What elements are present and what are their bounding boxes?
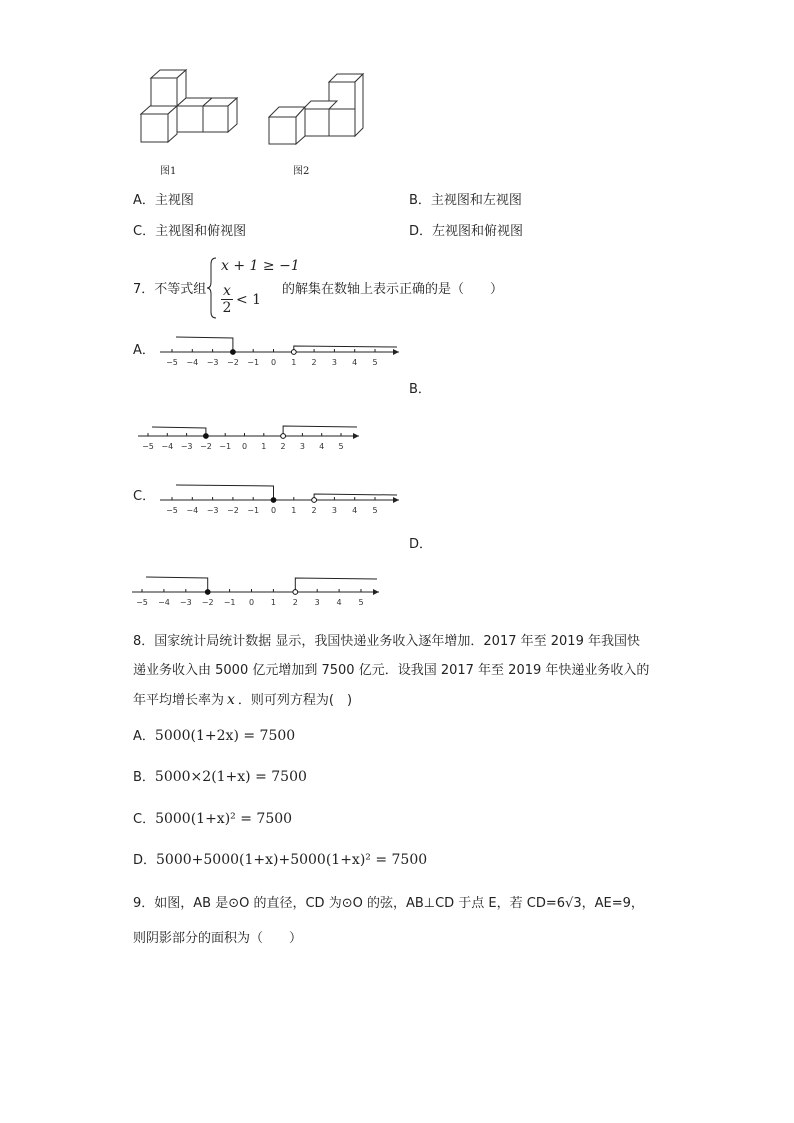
tick-label: 5 xyxy=(338,442,344,451)
closed-endpoint xyxy=(231,350,236,355)
fraction-numerator: x xyxy=(223,283,231,299)
q6-option-b[interactable] xyxy=(409,193,522,209)
open-endpoint xyxy=(291,350,296,355)
axis-arrow xyxy=(373,589,379,595)
q7-inequality-2-rest: < 1 xyxy=(236,292,262,308)
tick-label: −4 xyxy=(158,598,170,607)
inequality-1-text: x + 1 ≥ −1 xyxy=(221,258,300,274)
tick-label: 1 xyxy=(261,442,267,451)
q8-option-b[interactable] xyxy=(133,769,307,786)
q6-option-c[interactable] xyxy=(133,224,246,240)
tick-label: 1 xyxy=(291,506,297,515)
option-letter: B． xyxy=(409,193,431,208)
q9-stem-line-2: 则阴影部分的面积为（ ） xyxy=(133,931,303,946)
option-expression: 5000(1+x)² = 7500 xyxy=(155,811,293,827)
option-expression: 5000(1+2x) = 7500 xyxy=(154,728,296,744)
tick-label: −3 xyxy=(206,358,219,367)
option-letter: A． xyxy=(133,193,155,208)
option-text: 左视图和俯视图 xyxy=(432,224,524,239)
stem-variable: x xyxy=(227,692,235,708)
option-expression: 5000×2(1+x) = 7500 xyxy=(154,769,307,785)
q8-stem-line-1: 8．国家统计局统计数据 显示，我国快递业务收入逐年增加．2017 年至 2019 年我国快 xyxy=(133,634,640,649)
left-solution-ray xyxy=(146,577,208,592)
option-expression: 5000+5000(1+x)+5000(1+x)² = 7500 xyxy=(156,852,428,868)
q7-number-line-a xyxy=(160,328,395,368)
tick-label: −2 xyxy=(200,442,212,451)
tick-label: −1 xyxy=(219,442,232,451)
left-solution-ray xyxy=(152,427,206,436)
q7-number-line-c xyxy=(160,476,395,516)
option-text: 主视图 xyxy=(154,193,194,208)
axis-arrow xyxy=(353,433,359,439)
open-endpoint xyxy=(281,434,286,439)
right-solution-ray xyxy=(283,426,357,436)
closed-endpoint xyxy=(271,498,276,503)
q7-option-c-label[interactable]: C． xyxy=(133,489,156,504)
tick-label: −2 xyxy=(227,358,239,367)
option-text: 主视图和俯视图 xyxy=(155,224,247,239)
q7-inequality-2-fraction xyxy=(221,283,233,316)
tick-label: −1 xyxy=(247,358,260,367)
closed-endpoint xyxy=(204,434,209,439)
q6-option-a[interactable] xyxy=(133,193,194,209)
tick-label: −3 xyxy=(206,506,219,515)
tick-label: 1 xyxy=(270,598,276,607)
tick-label: 2 xyxy=(280,442,286,451)
tick-label: 4 xyxy=(352,506,358,515)
fig2-col-side xyxy=(355,74,363,136)
tick-label: 5 xyxy=(372,358,378,367)
tick-label: −3 xyxy=(180,442,193,451)
tick-label: 2 xyxy=(311,506,317,515)
tick-label: 4 xyxy=(319,442,325,451)
tick-label: −5 xyxy=(142,442,154,451)
figure-1-cubes xyxy=(135,66,245,146)
tick-label: −4 xyxy=(186,506,199,515)
tick-label: 3 xyxy=(299,442,305,451)
right-solution-ray xyxy=(314,494,397,500)
tick-label: 4 xyxy=(336,598,342,607)
tick-label: 3 xyxy=(331,506,337,515)
tick-label: 5 xyxy=(372,506,378,515)
tick-label: −5 xyxy=(166,358,178,367)
option-letter: C． xyxy=(133,812,156,827)
tick-label: 0 xyxy=(270,506,277,515)
q7-option-b-label[interactable]: B． xyxy=(409,382,431,397)
q9-stem-line-1: 9．如图，AB 是⊙O 的直径，CD 为⊙O 的弦，AB⊥CD 于点 E，若 CD=6√3，AE=9， xyxy=(133,896,644,911)
option-letter: D． xyxy=(133,853,157,868)
right-solution-ray xyxy=(294,346,397,352)
tick-label: 0 xyxy=(248,598,255,607)
q7-prefix: 7．不等式组 xyxy=(133,282,207,297)
fig1-cube-2 xyxy=(177,106,203,132)
axis-arrow xyxy=(393,349,399,355)
option-letter: A． xyxy=(133,729,155,744)
q6-option-d[interactable] xyxy=(409,224,523,240)
tick-label: 3 xyxy=(314,598,320,607)
stem-text: 年平均增长率为 xyxy=(133,693,225,708)
fig1-cube-3 xyxy=(203,106,228,132)
tick-label: −3 xyxy=(179,598,192,607)
left-solution-ray xyxy=(176,337,233,352)
q7-option-a-label[interactable]: A． xyxy=(133,343,155,358)
tick-label: −4 xyxy=(186,358,199,367)
q8-option-c[interactable] xyxy=(133,811,292,828)
right-solution-ray xyxy=(295,578,377,592)
q7-number-line-b xyxy=(138,412,363,452)
axis-arrow xyxy=(393,497,399,503)
tick-label: 1 xyxy=(291,358,297,367)
tick-label: 2 xyxy=(311,358,317,367)
open-endpoint xyxy=(312,498,317,503)
option-letter: B． xyxy=(133,770,155,785)
fig2-front-cube xyxy=(269,117,296,144)
fig1-top-cube xyxy=(151,70,186,106)
fig2-mid-cube xyxy=(303,109,329,136)
q8-option-d[interactable] xyxy=(133,852,427,869)
tick-label: 4 xyxy=(352,358,358,367)
option-letter: C． xyxy=(133,224,156,239)
closed-endpoint xyxy=(205,590,210,595)
q7-suffix: 的解集在数轴上表示正确的是（ ） xyxy=(282,282,504,297)
open-endpoint xyxy=(293,590,298,595)
tick-label: 5 xyxy=(358,598,364,607)
figure-1-caption: 图1 xyxy=(160,166,177,177)
tick-label: 3 xyxy=(331,358,337,367)
q8-stem-line-2: 递业务收入由 5000 亿元增加到 7500 亿元．设我国 2017 年至 2019 年快递业务收入的 xyxy=(133,663,650,678)
tick-label: −1 xyxy=(223,598,236,607)
option-letter: D． xyxy=(409,224,433,239)
tick-label: 0 xyxy=(270,358,277,367)
tick-label: −2 xyxy=(201,598,214,607)
left-solution-ray xyxy=(176,485,274,500)
option-text: 主视图和左视图 xyxy=(430,193,522,208)
q7-option-d-label[interactable]: D． xyxy=(409,537,433,552)
tick-label: 2 xyxy=(292,598,298,607)
q8-option-a[interactable] xyxy=(133,728,295,745)
tick-label: 0 xyxy=(241,442,248,451)
q7-inequality-1 xyxy=(221,258,300,274)
figure-2-caption: 图2 xyxy=(293,166,310,177)
tick-label: −5 xyxy=(166,506,178,515)
stem-text: ．则可列方程为( ) xyxy=(237,693,353,708)
q8-stem-line-3 xyxy=(133,692,352,709)
q7-number-line-d xyxy=(132,568,382,608)
fig2-col-lower xyxy=(329,109,355,136)
figure-2-cubes xyxy=(265,70,375,150)
tick-label: −2 xyxy=(227,506,239,515)
q7-system-brace xyxy=(206,256,218,320)
tick-label: −5 xyxy=(136,598,148,607)
tick-label: −4 xyxy=(161,442,174,451)
fig1-front-cube xyxy=(141,114,168,142)
fraction-denominator: 2 xyxy=(222,300,232,316)
tick-label: −1 xyxy=(247,506,260,515)
